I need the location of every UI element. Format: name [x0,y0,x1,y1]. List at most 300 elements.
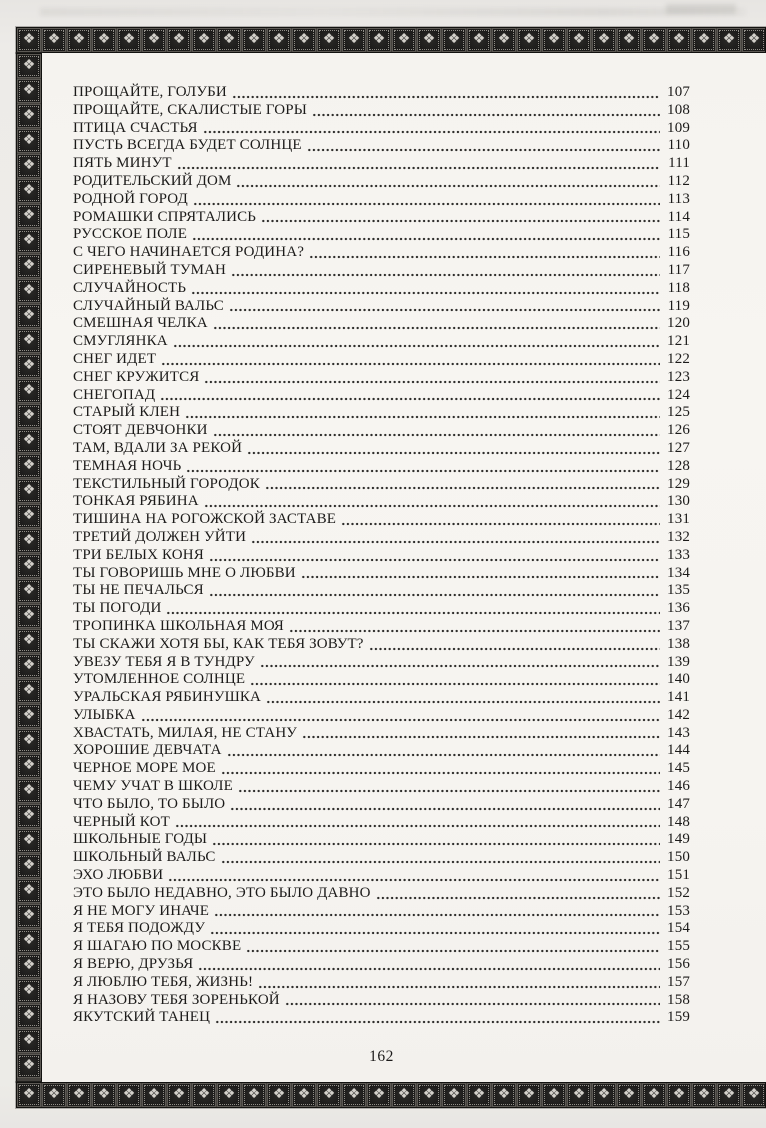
dot-leader [186,469,660,473]
ornament-rosette-icon: ❖ [17,504,41,528]
dot-leader [312,113,660,117]
dot-leader [209,593,660,597]
toc-row [73,209,690,227]
toc-row [73,547,690,565]
dot-leader [203,130,660,134]
toc-page-number: 142 [667,706,690,723]
toc-row [73,422,690,440]
ornament-rosette-icon: ❖ [417,1083,441,1107]
toc-row [73,760,690,778]
toc-song-title: ХОРОШИЕ ДЕВЧАТА [73,742,222,759]
dot-leader [260,664,660,668]
dot-leader [212,842,660,846]
ornament-rosette-icon: ❖ [342,28,366,52]
toc-row [73,262,690,280]
toc-page-number: 147 [667,795,690,812]
dot-leader [204,504,660,508]
toc-page-number: 129 [667,475,690,492]
ornament-rosette-icon: ❖ [217,28,241,52]
ornament-rosette-icon: ❖ [267,1083,291,1107]
dot-leader [215,1020,660,1024]
dot-leader [238,789,660,793]
ornament-rosette-icon: ❖ [417,28,441,52]
toc-page-number: 155 [667,938,690,955]
ornament-rosette-icon: ❖ [492,28,516,52]
toc-song-title: ТРИ БЕЛЫХ КОНЯ [73,546,204,563]
dot-leader [369,647,660,651]
toc-page-number: 141 [667,689,690,706]
toc-song-title: ЭХО ЛЮБВИ [73,867,164,884]
toc-row [73,992,690,1010]
dot-leader [341,522,660,526]
toc-song-title: УЛЫБКА [73,706,136,723]
toc-song-title: Я ТЕБЯ ПОДОЖДУ [73,920,206,937]
toc-song-title: ХВАСТАТЬ, МИЛАЯ, НЕ СТАНУ [73,724,298,741]
toc-page-number: 111 [668,155,690,172]
dot-leader [246,949,660,953]
ornament-rosette-icon: ❖ [17,854,41,878]
scan-bleed-smudge [40,8,746,16]
ornament-rosette-icon: ❖ [742,28,766,52]
toc-row [73,404,690,422]
toc-row [73,565,690,583]
ornament-rosette-icon: ❖ [642,28,666,52]
toc-page-number: 150 [667,849,690,866]
ornament-rosette-icon: ❖ [592,28,616,52]
ornament-rosette-icon: ❖ [667,1083,691,1107]
toc-page-number: 114 [667,208,690,225]
ornament-rosette-icon: ❖ [367,28,391,52]
dot-leader [236,184,660,188]
toc-song-title: ТЕМНАЯ НОЧЬ [73,457,182,474]
toc-page-number: 158 [667,991,690,1008]
table-of-contents [42,53,766,1066]
dot-leader [227,753,660,757]
dot-leader [285,1002,660,1006]
ornament-rosette-icon: ❖ [517,1083,541,1107]
toc-song-title: Я НАЗОВУ ТЕБЯ ЗОРЕНЬКОЙ [73,991,280,1008]
ornament-rosette-icon: ❖ [117,1083,141,1107]
toc-row [73,84,690,102]
toc-page-number: 151 [667,867,690,884]
ornament-rosette-icon: ❖ [17,154,41,178]
ornament-rosette-icon: ❖ [17,1054,41,1078]
ornament-rosette-icon: ❖ [667,28,691,52]
ornament-border-left [16,53,42,1082]
toc-row [73,885,690,903]
ornament-rosette-icon: ❖ [17,454,41,478]
toc-page-number: 138 [667,635,690,652]
toc-page-number: 149 [667,831,690,848]
toc-page-number: 136 [667,600,690,617]
toc-row [73,244,690,262]
ornament-rosette-icon: ❖ [17,28,41,52]
ornament-rosette-icon: ❖ [17,404,41,428]
toc-page-number: 132 [667,528,690,545]
toc-page-number: 128 [667,457,690,474]
toc-page-number: 112 [667,172,690,189]
toc-row [73,831,690,849]
toc-song-title: ПЯТЬ МИНУТ [73,155,172,172]
ornament-rosette-icon: ❖ [92,28,116,52]
ornament-rosette-icon: ❖ [342,1083,366,1107]
toc-song-title: ТАМ, ВДАЛИ ЗА РЕКОЙ [73,439,243,456]
toc-page-number: 148 [667,813,690,830]
toc-page-number: 144 [667,742,690,759]
ornament-border-bottom [16,1082,766,1108]
toc-song-title: СНЕГОПАД [73,386,156,403]
dot-leader [213,326,660,330]
ornament-rosette-icon: ❖ [17,229,41,253]
ornament-rosette-icon: ❖ [17,104,41,128]
dot-leader [302,735,660,739]
toc-song-title: ЧЕРНЫЙ КОТ [73,813,170,830]
toc-row [73,191,690,209]
toc-page-number: 153 [667,902,690,919]
ornament-rosette-icon: ❖ [192,28,216,52]
toc-row [73,120,690,138]
dot-leader [221,860,660,864]
ornament-rosette-icon: ❖ [17,779,41,803]
ornament-rosette-icon: ❖ [542,1083,566,1107]
toc-page-number: 135 [667,582,690,599]
toc-song-title: ТИШИНА НА РОГОЖСКОЙ ЗАСТАВЕ [73,511,337,528]
ornament-rosette-icon: ❖ [17,554,41,578]
dot-leader [161,362,660,366]
dot-leader [231,273,660,277]
dot-leader [177,166,660,170]
ornament-rosette-icon: ❖ [17,579,41,603]
ornament-rosette-icon: ❖ [17,1029,41,1053]
toc-row [73,867,690,885]
ornament-rosette-icon: ❖ [17,929,41,953]
toc-page-number: 127 [667,439,690,456]
toc-page-number: 125 [667,404,690,421]
ornament-rosette-icon: ❖ [167,28,191,52]
toc-page-number: 117 [667,261,690,278]
toc-page-number: 145 [667,760,690,777]
ornament-rosette-icon: ❖ [17,354,41,378]
ornament-rosette-icon: ❖ [17,379,41,403]
toc-row [73,1009,690,1027]
toc-row [73,529,690,547]
toc-page-number: 120 [667,315,690,332]
ornament-rosette-icon: ❖ [467,1083,491,1107]
ornament-rosette-icon: ❖ [617,28,641,52]
toc-row [73,814,690,832]
ornament-rosette-icon: ❖ [17,254,41,278]
toc-page-number: 116 [667,244,690,261]
toc-row [73,654,690,672]
ornament-rosette-icon: ❖ [17,729,41,753]
ornament-rosette-icon: ❖ [142,28,166,52]
ornament-rosette-icon: ❖ [592,1083,616,1107]
toc-page-number: 154 [667,920,690,937]
toc-row [73,903,690,921]
ornament-rosette-icon: ❖ [17,204,41,228]
dot-leader [301,575,660,579]
toc-song-title: ШКОЛЬНЫЙ ВАЛЬС [73,849,216,866]
toc-row [73,298,690,316]
ornament-rosette-icon: ❖ [67,28,91,52]
ornament-rosette-icon: ❖ [17,179,41,203]
dot-leader [266,700,660,704]
ornament-rosette-icon: ❖ [17,129,41,153]
ornament-rosette-icon: ❖ [717,1083,741,1107]
toc-song-title: РОДИТЕЛЬСКИЙ ДОМ [73,172,232,189]
toc-song-title: ТРОПИНКА ШКОЛЬНАЯ МОЯ [73,617,284,634]
toc-page-number: 159 [667,1009,690,1026]
toc-row [73,725,690,743]
toc-page-number: 109 [667,119,690,136]
toc-song-title: ПУСТЬ ВСЕГДА БУДЕТ СОЛНЦЕ [73,137,302,154]
ornament-rosette-icon: ❖ [167,1083,191,1107]
ornament-rosette-icon: ❖ [717,28,741,52]
ornament-rosette-icon: ❖ [42,28,66,52]
toc-song-title: СМЕШНАЯ ЧЕЛКА [73,315,208,332]
dot-leader [230,807,660,811]
toc-song-title: РОДНОЙ ГОРОД [73,190,188,207]
toc-row [73,440,690,458]
toc-row [73,582,690,600]
dot-leader [192,237,660,241]
toc-list [73,84,690,1027]
toc-song-title: ЧТО БЫЛО, ТО БЫЛО [73,795,226,812]
toc-song-title: СТОЯТ ДЕВЧОНКИ [73,422,208,439]
toc-song-title: СНЕГ КРУЖИТСЯ [73,368,200,385]
dot-leader [214,913,660,917]
toc-song-title: Я ШАГАЮ ПО МОСКВЕ [73,938,242,955]
toc-page-number: 140 [667,671,690,688]
ornament-rosette-icon: ❖ [92,1083,116,1107]
ornament-rosette-icon: ❖ [442,1083,466,1107]
ornament-rosette-icon: ❖ [742,1083,766,1107]
toc-row [73,707,690,725]
toc-page-number: 143 [667,724,690,741]
toc-row [73,458,690,476]
ornament-rosette-icon: ❖ [467,28,491,52]
toc-page-number: 108 [667,101,690,118]
dot-leader [173,344,660,348]
toc-row [73,671,690,689]
toc-row [73,689,690,707]
ornament-rosette-icon: ❖ [317,28,341,52]
ornament-rosette-icon: ❖ [317,1083,341,1107]
toc-page-number: 157 [667,973,690,990]
dot-leader [250,682,660,686]
toc-row [73,938,690,956]
ornament-border-top [16,27,766,53]
dot-leader [198,967,660,971]
ornament-rosette-icon: ❖ [692,28,716,52]
ornament-rosette-icon: ❖ [17,879,41,903]
toc-page-number: 124 [667,386,690,403]
toc-row [73,920,690,938]
ornament-rosette-icon: ❖ [367,1083,391,1107]
ornament-rosette-icon: ❖ [217,1083,241,1107]
dot-leader [376,896,660,900]
ornament-rosette-icon: ❖ [42,1083,66,1107]
toc-page-number: 121 [667,333,690,350]
page-number: 162 [369,1048,394,1066]
toc-row [73,476,690,494]
ornament-rosette-icon: ❖ [567,28,591,52]
dot-leader [191,291,660,295]
ornament-rosette-icon: ❖ [192,1083,216,1107]
toc-row [73,351,690,369]
dot-leader [229,308,660,312]
ornament-rosette-icon: ❖ [492,1083,516,1107]
toc-song-title: ТОНКАЯ РЯБИНА [73,493,199,510]
toc-page-number: 107 [667,84,690,100]
toc-song-title: Я ВЕРЮ, ДРУЗЬЯ [73,956,194,973]
toc-song-title: ЧЕРНОЕ МОРЕ МОЕ [73,760,216,777]
toc-song-title: ЧЕМУ УЧАТ В ШКОЛЕ [73,778,233,795]
toc-row [73,155,690,173]
toc-song-title: СТАРЫЙ КЛЕН [73,404,181,421]
toc-song-title: ПРОЩАЙТЕ, ГОЛУБИ [73,84,227,100]
dot-leader [185,415,660,419]
toc-song-title: С ЧЕГО НАЧИНАЕТСЯ РОДИНА? [73,244,305,261]
dot-leader [221,771,660,775]
toc-song-title: Я ЛЮБЛЮ ТЕБЯ, ЖИЗНЬ! [73,973,254,990]
ornament-rosette-icon: ❖ [17,529,41,553]
dot-leader [309,255,660,259]
toc-page-number: 110 [667,137,690,154]
toc-page-number: 123 [667,368,690,385]
toc-row [73,600,690,618]
ornament-rosette-icon: ❖ [17,804,41,828]
toc-row [73,493,690,511]
toc-page-number: 115 [667,226,690,243]
toc-row [73,315,690,333]
toc-song-title: ШКОЛЬНЫЕ ГОДЫ [73,831,208,848]
toc-song-title: ПТИЦА СЧАСТЬЯ [73,119,198,136]
dot-leader [193,202,660,206]
toc-row [73,956,690,974]
ornament-rosette-icon: ❖ [17,604,41,628]
page-content [42,53,766,1082]
ornament-rosette-icon: ❖ [392,28,416,52]
toc-song-title: ТЫ НЕ ПЕЧАЛЬСЯ [73,582,204,599]
ornament-rosette-icon: ❖ [67,1083,91,1107]
toc-page-number: 126 [667,422,690,439]
toc-song-title: УРАЛЬСКАЯ РЯБИНУШКА [73,689,262,706]
ornament-rosette-icon: ❖ [642,1083,666,1107]
dot-leader [166,611,660,615]
toc-song-title: УТОМЛЕННОЕ СОЛНЦЕ [73,671,246,688]
ornament-rosette-icon: ❖ [292,1083,316,1107]
ornament-rosette-icon: ❖ [242,1083,266,1107]
toc-row [73,511,690,529]
toc-page-number: 122 [667,350,690,367]
ornament-rosette-icon: ❖ [392,1083,416,1107]
ornament-rosette-icon: ❖ [292,28,316,52]
dot-leader [307,148,660,152]
toc-song-title: ЭТО БЫЛО НЕДАВНО, ЭТО БЫЛО ДАВНО [73,884,371,901]
ornament-rosette-icon: ❖ [17,904,41,928]
toc-song-title: ЯКУТСКИЙ ТАНЕЦ [73,1009,211,1026]
dot-leader [251,540,660,544]
ornament-rosette-icon: ❖ [17,479,41,503]
ornament-rosette-icon: ❖ [17,1083,41,1107]
ornament-rosette-icon: ❖ [17,704,41,728]
toc-song-title: ТРЕТИЙ ДОЛЖЕН УЙТИ [73,528,247,545]
ornament-rosette-icon: ❖ [267,28,291,52]
ornament-rosette-icon: ❖ [17,679,41,703]
ornament-rosette-icon: ❖ [17,279,41,303]
toc-row [73,974,690,992]
toc-row [73,333,690,351]
ornament-rosette-icon: ❖ [17,954,41,978]
toc-page-number: 131 [667,511,690,528]
toc-song-title: УВЕЗУ ТЕБЯ Я В ТУНДРУ [73,653,255,670]
toc-song-title: СЛУЧАЙНОСТЬ [73,279,187,296]
ornament-rosette-icon: ❖ [117,28,141,52]
toc-row [73,636,690,654]
dot-leader [261,219,660,223]
toc-page-number: 156 [667,956,690,973]
ornament-rosette-icon: ❖ [17,654,41,678]
dot-leader [175,824,660,828]
dot-leader [141,718,660,722]
toc-page-number: 146 [667,778,690,795]
dot-leader [209,558,660,562]
ornament-rosette-icon: ❖ [17,754,41,778]
ornament-rosette-icon: ❖ [142,1083,166,1107]
dot-leader [160,397,660,401]
ornament-rosette-icon: ❖ [17,54,41,78]
ornament-rosette-icon: ❖ [17,829,41,853]
toc-row [73,778,690,796]
ornament-rosette-icon: ❖ [17,1004,41,1028]
toc-page-number: 113 [667,190,690,207]
ornament-rosette-icon: ❖ [17,979,41,1003]
toc-page-number: 152 [667,884,690,901]
toc-song-title: ТЫ ПОГОДИ [73,600,162,617]
toc-song-title: СЛУЧАЙНЫЙ ВАЛЬС [73,297,224,314]
toc-row [73,226,690,244]
dot-leader [232,95,660,99]
dot-leader [247,451,660,455]
toc-page-number: 118 [667,279,690,296]
toc-row [73,387,690,405]
dot-leader [265,486,660,490]
toc-song-title: ТЫ СКАЖИ ХОТЯ БЫ, КАК ТЕБЯ ЗОВУТ? [73,635,364,652]
toc-row [73,369,690,387]
toc-song-title: СМУГЛЯНКА [73,333,168,350]
dot-leader [168,878,660,882]
toc-row [73,173,690,191]
ornament-rosette-icon: ❖ [442,28,466,52]
toc-row [73,849,690,867]
ornament-rosette-icon: ❖ [17,79,41,103]
ornament-rosette-icon: ❖ [242,28,266,52]
toc-song-title: ТЫ ГОВОРИШЬ МНЕ О ЛЮБВИ [73,564,296,581]
toc-song-title: РУССКОЕ ПОЛЕ [73,226,188,243]
toc-row [73,742,690,760]
toc-song-title: ТЕКСТИЛЬНЫЙ ГОРОДОК [73,475,260,492]
ornament-rosette-icon: ❖ [542,28,566,52]
toc-song-title: РОМАШКИ СПРЯТАЛИСЬ [73,208,257,225]
toc-row [73,618,690,636]
scan-bleed-smudge [666,4,736,14]
dot-leader [258,985,660,989]
toc-row [73,796,690,814]
ornament-rosette-icon: ❖ [17,329,41,353]
dot-leader [213,433,660,437]
toc-row [73,102,690,120]
